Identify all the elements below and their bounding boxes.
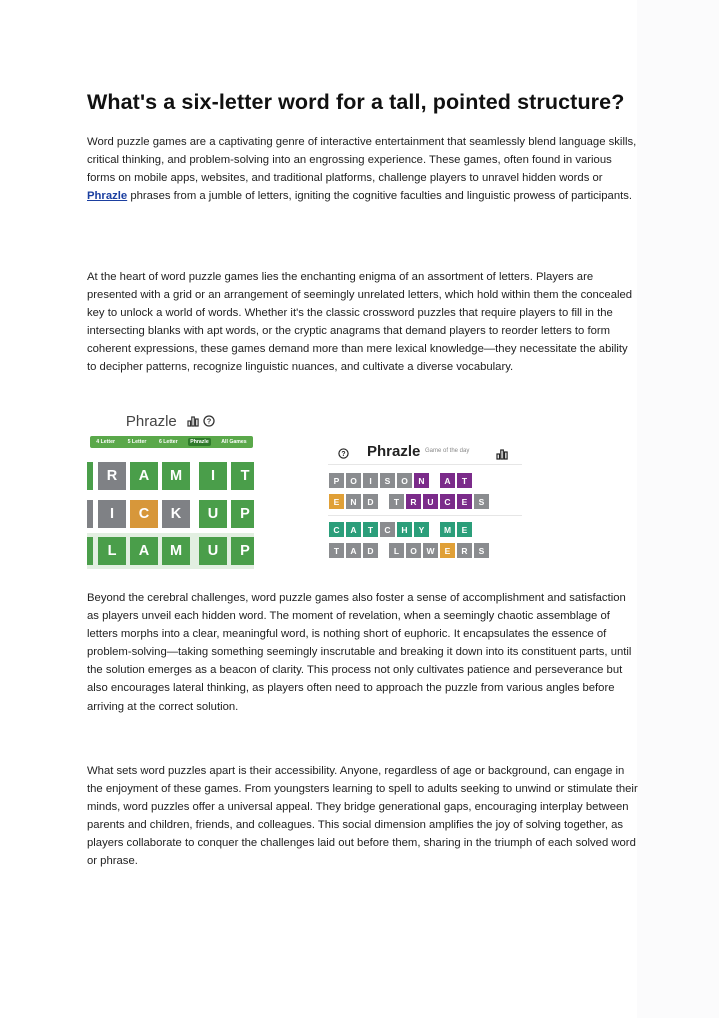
grid-row [87,500,254,528]
paragraph-4: What sets word puzzles apart is their accessibility. Anyone, regardless of age or background, can engage in the enjoyment of these games. From youngsters learning to spell to adults seeking to unwind or stimulate their minds, word puzzles offer a universal appeal. They bridge generational gaps, encouraging interplay between parents and children, friends, and colleagues. This social dimension amplifies the joy of solving together, as players collaborate to conquer the challenges laid out before them, sharing in the triumph of each solved word or phrase. [87,765,638,868]
letter-tile: L [389,543,404,558]
letter-tile: R [98,462,126,490]
letter-tile: O [397,473,412,488]
page-side-strip [637,0,719,1018]
letter-tile-edge [87,500,93,528]
letter-tile: N [346,494,361,509]
letter-tile: C [329,522,344,537]
letter-tile: T [363,522,378,537]
phrazle-link[interactable]: Phrazle [87,190,128,203]
letter-tile: T [329,543,344,558]
letter-tile: S [474,543,489,558]
svg-text:?: ? [206,416,212,426]
svg-text:?: ? [341,450,346,458]
letter-tile: I [363,473,378,488]
letter-tile-edge [87,462,93,490]
paragraph-3: Beyond the cerebral challenges, word puzzle games also foster a sense of accomplishment and satisfaction as players unveil each hidden word. The moment of revelation, when a seemingly chaotic assemblage of letters morphs into a clear, meaningful word, is nothing short of euphoric. It encapsulates the essence of problem-solving—taking something seemingly inscrutable and breaking it down into its constituent parts, until the solution emerges as a beacon of clarity. This process not only cultivates patience and perseverance but also encourages lateral thinking, as players often need to approach the puzzle from various angles before arriving at the correct solution. [87,592,632,713]
letter-tile: U [423,494,438,509]
letter-tile: E [457,522,472,537]
letter-tile: P [329,473,344,488]
guess-row [329,522,474,537]
letter-tile: O [406,543,421,558]
letter-tile: D [363,543,378,558]
phrazle-logo: Phrazle [367,443,421,460]
letter-tile: R [406,494,421,509]
letter-tile: A [440,473,455,488]
letter-tile: C [440,494,455,509]
tab-4-letter[interactable]: 4 Letter [96,439,116,445]
letter-tile: E [457,494,472,509]
letter-tile: C [380,522,395,537]
tab-phrazle[interactable]: Phrazle [190,439,209,445]
phrazle-header [328,441,522,461]
letter-tile: A [130,462,158,490]
letter-tile: A [346,522,361,537]
stats-icon [187,414,199,431]
letter-tile: L [98,537,126,565]
grid-row [87,537,254,565]
phrazle-logo: Phrazle [125,413,177,430]
phrazle-header [87,413,254,431]
stats-icon [496,447,508,465]
letter-tile: S [380,473,395,488]
page-title: What's a six-letter word for a tall, pointed structure? [87,90,625,114]
letter-tile: A [346,543,361,558]
letter-tile: C [130,500,158,528]
guess-row [329,494,491,509]
divider [328,515,522,516]
help-icon [338,446,349,464]
letter-tile: I [98,500,126,528]
phrazle-game-of-day-image [328,437,522,567]
letter-tile: D [363,494,378,509]
grid-row [87,462,254,490]
tab-5-letter[interactable]: 5 Letter [127,439,147,445]
letter-tile: M [162,462,190,490]
letter-tile: E [329,494,344,509]
help-icon [203,414,215,431]
letter-tile: I [199,462,227,490]
tab-all-games[interactable]: All Games [221,439,247,445]
letter-tile: A [130,537,158,565]
letter-tile: P [231,537,254,565]
letter-tile: M [440,522,455,537]
letter-tile: W [423,543,438,558]
letter-tile: T [389,494,404,509]
phrazle-grid-image [87,409,254,576]
divider [328,464,522,465]
tab-6-letter[interactable]: 6 Letter [158,439,178,445]
letter-tile-edge [87,537,93,565]
letter-tile: R [457,543,472,558]
game-of-day-label: Game of the day [425,448,470,454]
guess-row [329,543,491,558]
game-tabs [90,436,253,448]
letter-tile: E [440,543,455,558]
paragraph-1-text-b: phrases from a jumble of letters, igniting the cognitive faculties and linguistic prowess of participants. [127,190,633,203]
paragraph-2: At the heart of word puzzle games lies the enchanting enigma of an assortment of letters. Players are presented with a grid or an arrangement of seemingly unrelated letters, which hold within them the concealed key to unlock a world of words. Whether it's the classic crossword puzzles that require players to fill in the intersecting blanks with apt words, or the cryptic anagrams that demand players to reorder letters to form coherent expressions, these games demand more than mere lexical knowledge—they necessitate the ability to decipher patterns, recognize linguistic nuances, and cultivate a diverse vocabulary. [87,271,633,374]
letter-tile: S [474,494,489,509]
letter-tile: T [457,473,472,488]
letter-tile: T [231,462,254,490]
letter-tile: K [162,500,190,528]
letter-tile: U [199,537,227,565]
letter-tile: Y [414,522,429,537]
letter-tile: U [199,500,227,528]
letter-tile: H [397,522,412,537]
paragraph-1 [87,133,639,205]
letter-tile: O [346,473,361,488]
paragraph-1-text-a: Word puzzle games are a captivating genre of interactive entertainment that seamlessly blend language skills, critical thinking, and problem-solving into an engrossing experience. These games, often found in various forms on mobile apps, websites, and traditional platforms, challenge players to unravel hidden words or [87,136,637,185]
guess-row [329,473,474,488]
letter-tile: M [162,537,190,565]
letter-tile: P [231,500,254,528]
letter-tile: N [414,473,429,488]
